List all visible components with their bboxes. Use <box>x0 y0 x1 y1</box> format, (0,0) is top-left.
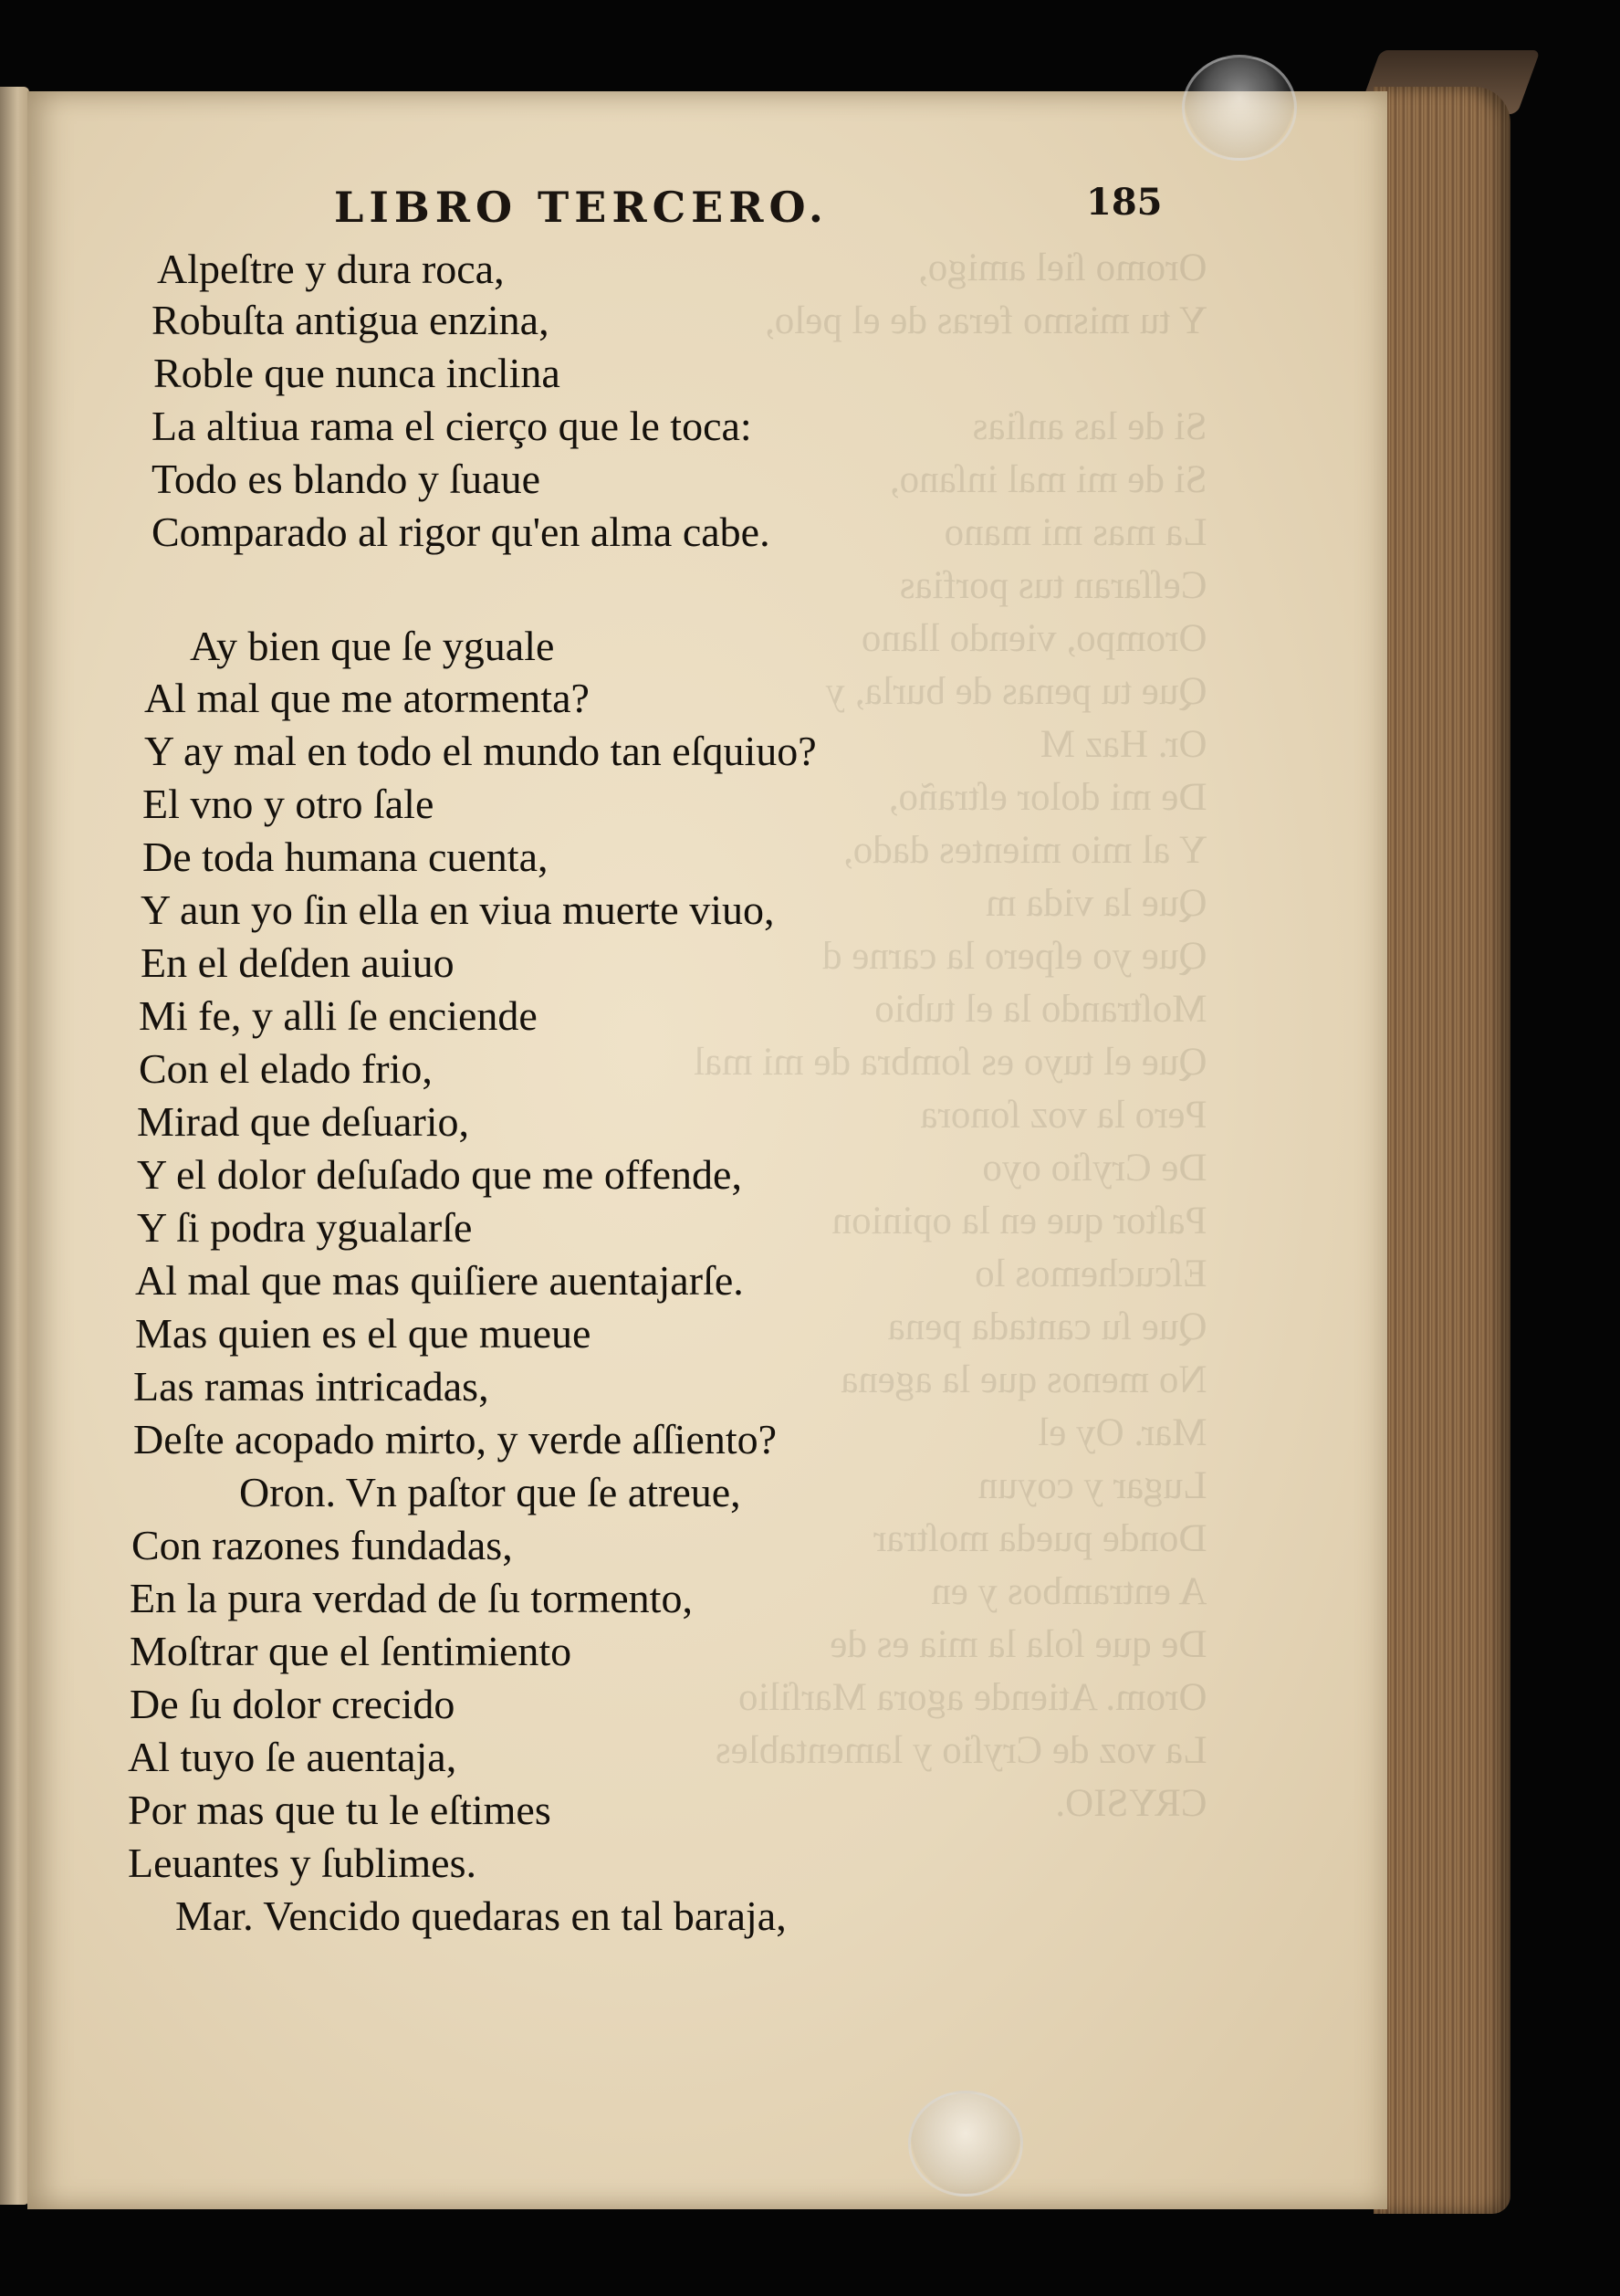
verse-line: Y ſi podra ygualarſe <box>137 1204 473 1251</box>
speaker-line: Mar. Vencido quedaras en tal baraja, <box>175 1892 787 1939</box>
verse-line: Y ay mal en todo el mundo tan eſquiuo? <box>144 728 817 774</box>
verse-line: De toda humana cuenta, <box>142 833 549 880</box>
verse-line: Comparado al rigor qu'en alma cabe. <box>152 508 770 555</box>
verse-line: Por mas que tu le eſtimes <box>128 1787 551 1833</box>
verse-line: Alpeſtre y dura roca, <box>157 246 505 292</box>
verse-line: Al mal que mas quiſiere auentajarſe. <box>135 1257 744 1304</box>
verse-line: En la pura verdad de ſu tormento, <box>130 1575 693 1621</box>
verse-line: Y el dolor deſuſado que me offende, <box>137 1151 742 1198</box>
verse-line: Deſte acopado mirto, y verde aſſiento? <box>133 1416 778 1463</box>
book-fore-edge <box>1374 87 1510 2214</box>
verse-line: Leuantes y ſublimes. <box>128 1840 476 1886</box>
bleed-through-text: Oromo ſiel amigo, Y tu mismo feras de el pelo, Si de las anſias Si de mi mal inſano, La mas mi mano Ceſſaran tus porfias Orompo, viendo llano Que tu penas de burla, y Or. Haz M De mi dolor eſtraño, Y al mio mientes dado, Que la vida m Que yo eſpero la carne d Moſtrando la el tubio Que el tuyo es ſombra de mi mal Pero la voz ſonora De Cryſio oyo Paſtor que en la opinion Eſcuchemos lo Que ſu cantada pena No menos que la agena Mar. Oy el Lugar y coyun Donde pueda moſtrar A entrambos y en De que ſola la mia es de Orom. Atiende agora Marſilio La voz de Cryſio y lamentables CRYSIO. <box>694 246 1207 1825</box>
verse-line: Ay bien que ſe yguale <box>190 623 555 669</box>
verse-line: Mas quien es el que mueue <box>135 1310 591 1357</box>
verse-line: Al mal que me atormenta? <box>144 675 590 721</box>
verse-line: De ſu dolor crecido <box>130 1681 455 1727</box>
speaker-line: Oron. Vn paſtor que ſe atreue, <box>239 1469 741 1515</box>
verse-line: La altiua rama el cierço que le toca: <box>152 403 752 449</box>
page-clip-bottom <box>908 2091 1023 2196</box>
verse-line: En el deſden auiuo <box>141 939 455 986</box>
verse-line: Al tuyo ſe auentaja, <box>128 1734 457 1780</box>
verse-line: Robuſta antigua enzina, <box>152 297 549 343</box>
verse-line: Todo es blando y ſuaue <box>152 456 541 502</box>
page-number: 185 <box>1086 181 1163 224</box>
verse-line: Con el elado frio, <box>139 1045 433 1092</box>
verse-line: Mi fe, y alli ſe enciende <box>139 992 538 1039</box>
verse-line: Las ramas intricadas, <box>133 1363 489 1410</box>
facing-page-edge <box>0 87 29 2205</box>
verse-line: Y aun yo ſin ella en viua muerte viuo, <box>141 886 775 933</box>
verse-line: Moſtrar que el ſentimiento <box>130 1628 572 1674</box>
page-clip-top <box>1182 55 1297 161</box>
verse-line: El vno y otro ſale <box>142 781 434 827</box>
verse-line: Roble que nunca inclina <box>153 350 560 396</box>
running-title: LIBRO TERCERO. <box>334 183 829 232</box>
verse-line: Con razones fundadas, <box>131 1522 513 1568</box>
verse-line: Mirad que deſuario, <box>137 1098 470 1145</box>
